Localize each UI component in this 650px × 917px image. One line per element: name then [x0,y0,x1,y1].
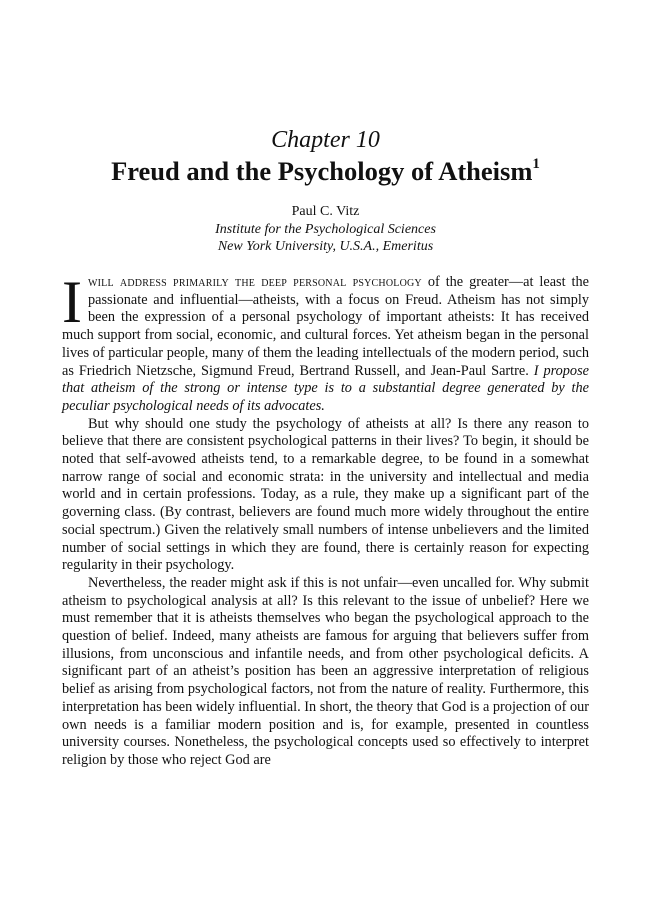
paragraph-3: Nevertheless, the reader might ask if this is not unfair—even uncalled for. Why submit atheism to psychological analysis at all? Is this relevant to the issue of unbelief? Here we must remember that it is atheists themselves who began the psychological approach to the question of belief. Indeed, many atheists are famous for arguing that believers suffer from illusions, from unconscious and infantile needs, and from other psychological deficits. A significant part of an atheist’s position has been an aggressive interpretation of religious belief as arising from psychological factors, not from the nature of reality. Furthermore, this interpretation has been widely influential. In short, the theory that God is a projection of our own needs is a familiar modern position and is, for example, presented in countless university courses. Nonetheless, the psychological concepts used so effectively to interpret religion by those who reject God are [62,574,589,768]
author-name: Paul C. Vitz [291,204,360,219]
body-text [62,269,589,770]
drop-cap: I [62,269,82,335]
thesis-statement: I propose that atheism of the strong or intense type is to a substantial degree generated by the peculiar psychological needs of its advocates. [62,362,589,414]
paragraph-1 [62,269,589,416]
footnote-marker[interactable]: 1 [532,156,540,172]
author-university: New York University, U.S.A., Emeritus [217,239,434,254]
chapter-title [54,154,597,188]
author-institute: Institute for the Psychological Sciences [215,221,436,237]
byline [62,203,589,256]
chapter-number: Chapter 10 [271,127,380,153]
paragraph-2: But why should one study the psychology of atheists at all? Is there any reason to believe that there are consistent psychological patterns in their lives? To begin, it should be noted that self-avowed atheists tend, to a remarkable degree, to be found in a somewhat narrow range of social and economic strata: in the university and intellectual and media world and in certain professions. Today, as a rule, they make up a significant part of the governing class. (By contrast, believers are found much more widely throughout the entire social spectrum.) Given the relatively small numbers of intense unbelievers and the limited number of social settings in which they are found, there is certainly reason for expecting regularity in their psychology. [62,415,589,574]
lead-in-smallcaps: will address primarily the deep personal psychology [87,274,422,290]
paragraph-1-text: of the greater—at least the passionate and influential—atheists, with a focus on Freud. Atheism has not simply been the expression of a personal psychology of important atheists: It has received much support from social, economic, and cultural forces. Yet atheism began in the personal lives of particular people, many of them the leading intellectuals of the modern period, such as Friedrich Nietzsche, Sigmund Freud, Bertrand Russell, and Jean-Paul Sartre. [62,274,589,379]
book-page [62,0,589,917]
chapter-title-text: Freud and the Psychology of Atheism [111,156,533,186]
